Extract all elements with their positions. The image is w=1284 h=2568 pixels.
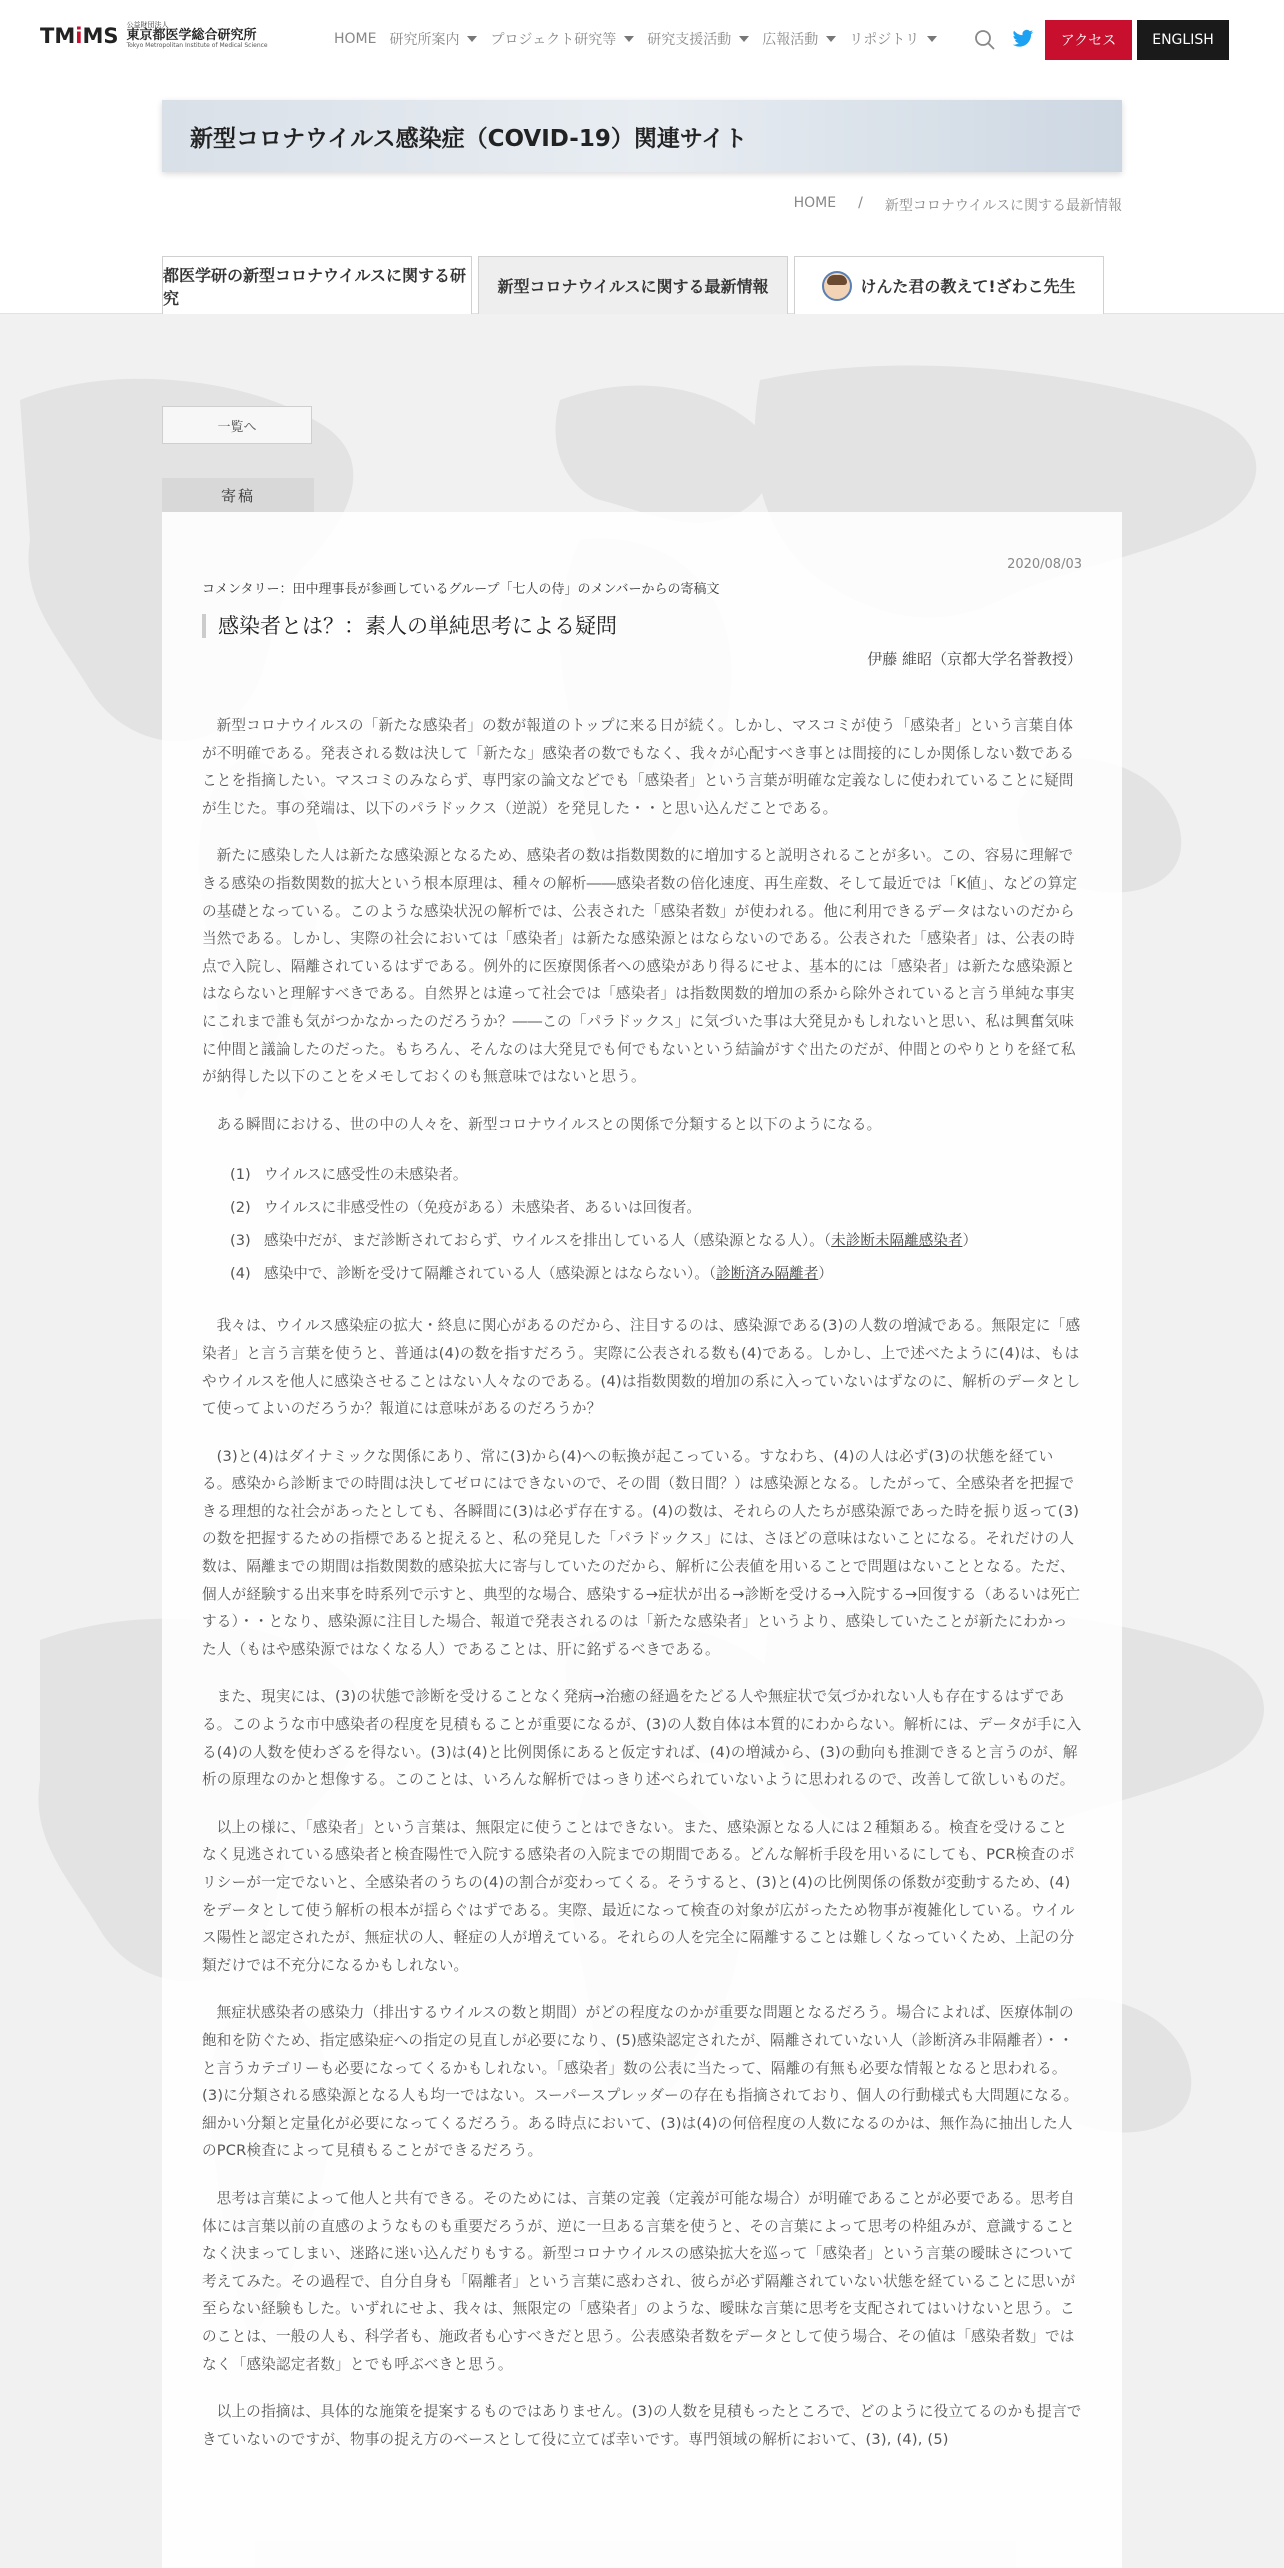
chevron-down-icon — [467, 36, 477, 42]
list-item — [230, 1191, 1082, 1224]
nav-about-label: 研究所案内 — [389, 32, 460, 48]
paragraph: 以上の指摘は、具体的な施策を提案するものではありません。(3)の人数を見積もったところで、どのように役立てるのかも提言できていないのですが、物事の捉え方のベースとして役に立てば幸いです。専門領域の解析において、(3), (4), (5) — [202, 2403, 1082, 2448]
paragraph: 我々は、ウイルス感染症の拡大・終息に関心があるのだから、注目するのは、感染源である(3)の人数の増減である。無限定に「感染者」と言う言葉を使うと、普通は(4)の数を指すだろう。実際に公表される数も(4)である。しかし、上で述べたように(4)は、もはやウイルスを他人に感染させることはない人々なのである。(4)は指数関数的増加の系に入っていないはずなのに、解析のデータとして使ってよいのだろうか？報道には意味があるのだろうか？ — [202, 1317, 1081, 1418]
site-banner — [162, 100, 1122, 172]
list-text-main: 感染中だが、まだ診断されておらず、ウイルスを排出している人（感染源となる人）。 — [264, 1232, 824, 1250]
nav-projects-label: プロジェクト研究等 — [490, 32, 617, 48]
breadcrumb — [794, 195, 1122, 215]
article-date: 2020/08/03 — [1007, 557, 1082, 572]
article-body — [202, 712, 1082, 2473]
nav-repository[interactable] — [849, 29, 937, 49]
paragraph: 思考は言葉によって他人と共有できる。そのためには、言葉の定義（定義が可能な場合）が明確であることが必要である。思考自体には言葉以前の直感のようなものも重要だろうが、逆に一旦ある言葉を使うと、その言葉によって思考の枠組みが、意識することなく決まってしまい、迷路に迷い込んだりもする。新型コロナウイルスの感染拡大を巡って「感染者」という言葉の曖昧さについて考えてみた。その過程で、自分自身も「隔離者」という言葉に惑わされ、彼らが必ず隔離されていない状態を経ていることに思いが至らない経験もした。いずれにせよ、我々は、無限定の「感染者」のような、曖昧な言葉に思考を支配されてはいけないと思う。このことは、一般の人も、科学者も、施政者も心すべきだと思う。公表感染者数をデータとして使う場合、その値は「感染者数」ではなく「感染認定者数」とでも呼ぶべきと思う。 — [202, 2189, 1076, 2373]
twitter-icon[interactable] — [1012, 29, 1034, 49]
tab-kenta[interactable] — [794, 256, 1104, 314]
list-term: 未診断未隔離感染者 — [831, 1232, 963, 1250]
breadcrumb-separator: / — [858, 195, 863, 211]
tab-research-label: 都医学研の新型コロナウイルスに関する研究 — [163, 265, 467, 308]
chevron-down-icon — [624, 36, 634, 42]
access-button[interactable]: アクセス — [1045, 20, 1132, 60]
list-number: (4) — [230, 1265, 251, 1283]
list-text-main: 感染中で、診断を受けて隔離されている人（感染源とはならない）。 — [264, 1265, 709, 1283]
nav-about[interactable] — [389, 29, 477, 49]
list-text: 感染中だが、まだ診断されておらず、ウイルスを排出している人（感染源となる人）。（未診断未隔離感染者） — [264, 1232, 978, 1250]
logo-line1: 公益財団法人 — [126, 21, 169, 29]
paragraph: 新たに感染した人は新たな感染源となるため、感染者の数は指数関数的に増加すると説明されることが多い。この、容易に理解できる感染の指数関数的拡大という根本原理は、種々の解析――感染者数の倍化速度、再生産数、そして最近では「K値」、などの算定の基礎となっている。このような感染状況の解析では、公表された「感染者数」が使われる。他に利用できるデータはないのだから当然である。しかし、実際の社会においては「感染者」は新たな感染源とはならないのである。公表された「感染者」は、公表の時点で入院し、隔離されているはずである。例外的に医療関係者への感染があり得るにせよ、基本的には「感染者」は新たな感染源とはならないと理解すべきである。自然界とは違って社会では「感染者」は指数関数的増加の系から除外されていると言う単純な事実にこれまで誰も気がつかなかったのだろうか？――この「パラドックス」に気づいた事は大発見かもしれないと思い、私は興奮気味に仲間と議論したのだった。もちろん、そんなのは大発見でも何でもないという結論がすぐ出たのだが、仲間とのやりとりを経て私が納得した以下のことをメモしておくのも無意味ではないと思う。 — [202, 847, 1078, 1086]
tab-latest-info[interactable] — [478, 256, 788, 314]
list-item — [230, 1257, 1082, 1290]
list-text: ウイルスに感受性の未感染者。 — [264, 1166, 468, 1184]
kid-avatar-icon — [822, 271, 852, 301]
list-term: 診断済み隔離者 — [716, 1265, 819, 1283]
logo-line2: 東京都医学総合研究所 — [126, 28, 257, 44]
list-text: 感染中で、診断を受けて隔離されている人（感染源とはならない）。（診断済み隔離者） — [264, 1265, 833, 1283]
paragraph: また、現実には、(3)の状態で診断を受けることなく発病→治癒の経過をたどる人や無症状で気づかれない人も存在するはずである。このような市中感染者の程度を見積もることが重要になるが、(3)の人数自体は本質的にわからない。解析には、データが手に入る(4)の人数を使わざるを得ない。(3)は(4)と比例関係にあると仮定すれば、(4)の増減から、(3)の動向も推測できると言うのが、解析の原理なのかと想像する。このことは、いろんな解析ではっきり述べられていないように思われるので、改善して欲しいものだ。 — [202, 1688, 1082, 1789]
paragraph: 以上の様に、「感染者」という言葉は、無限定に使うことはできない。また、感染源となる人には２種類ある。検査を受けることなく見逃されている感染者と検査陽性で入院する感染者の入院までの期間である。どんな解析手段を用いるにしても、PCR検査のポリシーが一定でないと、全感染者のうちの(4)の割合が変わってくる。そうすると、(3)と(4)の比例関係の係数が変動するため、(4)をデータとして使う解析の根本が揺らぐはずである。実際、最近になって検査の対象が広がったため物事が複雑化している。ウイルス陽性と認定されたが、無症状の人、軽症の人が増えている。それらの人を完全に隔離することは難しくなっていくため、上記の分類だけでは不充分になるかもしれない。 — [202, 1818, 1075, 1974]
classification-list — [230, 1158, 1082, 1290]
nav-home[interactable] — [334, 29, 376, 49]
category-label: 寄稿 — [162, 478, 314, 512]
chevron-down-icon — [739, 36, 749, 42]
chevron-down-icon — [927, 36, 937, 42]
article-title: 感染者とは？：素人の単純思考による疑問 — [202, 614, 617, 638]
nav-support-label: 研究支援活動 — [647, 32, 732, 48]
back-to-list-button[interactable]: 一覧へ — [162, 406, 312, 444]
list-item — [230, 1158, 1082, 1191]
paragraph: 無症状感染者の感染力（排出するウイルスの数と期間）がどの程度なのかが重要な問題となるだろう。場合によれば、医療体制の飽和を防ぐため、指定感染症への指定の見直しが必要になり、(5)感染認定されたが、隔離されていない人（診断済み非隔離者）・・と言うカテゴリーも必要になってくるかもしれない。「感染者」数の公表に当たって、隔離の有無も必要な情報となると思われる。(3)に分類される感染源となる人も均一ではない。スーパースプレッダーの存在も指摘されており、個人の行動様式も大問題になる。細かい分類と定量化が必要になってくるだろう。ある時点において、(3)は(4)の何倍程度の人数になるのかは、無作為に抽出した人のPCR検査によって見積もることができるだろう。 — [202, 2004, 1079, 2160]
paragraph: ある瞬間における、世の中の人々を、新型コロナウイルスとの関係で分類すると以下のようになる。 — [216, 1115, 882, 1133]
article-card — [162, 512, 1122, 2568]
logo-mark: TMiMS — [40, 23, 119, 48]
search-icon[interactable] — [974, 29, 996, 51]
banner-title: 新型コロナウイルス感染症（COVID-19）関連サイト — [190, 125, 748, 152]
breadcrumb-current: 新型コロナウイルスに関する最新情報 — [884, 198, 1122, 214]
chevron-down-icon — [826, 36, 836, 42]
logo-text — [126, 22, 267, 49]
logo-line3: Tokyo Metropolitan Institute of Medical Science — [126, 41, 268, 49]
english-button[interactable]: ENGLISH — [1137, 20, 1229, 60]
list-number: (1) — [230, 1166, 251, 1184]
top-navigation — [0, 0, 1284, 80]
paragraph: 新型コロナウイルスの「新たな感染者」の数が報道のトップに来る日が続く。しかし、マスコミが使う「感染者」という言葉自体が不明確である。発表される数は決して「新たな」感染者の数でもなく、我々が心配すべき事とは間接的にしか関係しない数であることを指摘したい。マスコミのみならず、専門家の論文などでも「感染者」という言葉が明確な定義なしに使われていることに疑問が生じた。事の発端は、以下のパラドックス（逆説）を発見した・・と思い込んだことである。 — [202, 717, 1075, 817]
nav-repository-label: リポジトリ — [849, 32, 920, 48]
paragraph: (3)と(4)はダイナミックな関係にあり、常に(3)から(4)への転換が起こっている。すなわち、(4)の人は必ず(3)の状態を経ている。感染から診断までの時間は決してゼロにはできないので、その間（数日間？）は感染源となる。したがって、全感染者を把握できる理想的な社会があったとしても、各瞬間に(3)は必ず存在する。(4)の数は、それらの人たちが感染源であった時を振り返って(3)の数を把握するための指標であると捉えると、私の発見した「パラドックス」には、さほどの意味はないことになる。それだけの人数は、隔離までの期間は指数関数的感染拡大に寄与していたのだから、解析に公表値を用いることで問題はないこととなる。ただ、個人が経験する出来事を時系列で示すと、典型的な場合、感染する→症状が出る→診断を受ける→入院する→回復する（あるいは死亡する）・・となり、感染源に注目した場合、報道で発表されるのは「新たな感染者」というより、感染していたことが新たにわかった人（もはや感染源ではなくなる人）であることは、肝に銘ずるべきである。 — [202, 1447, 1081, 1658]
list-number: (2) — [230, 1199, 251, 1217]
main-menu — [334, 29, 950, 49]
nav-pr-label: 広報活動 — [762, 32, 819, 48]
tab-latest-info-label: 新型コロナウイルスに関する最新情報 — [497, 277, 769, 296]
article-commentary: コメンタリー：田中理事長が参画しているグループ「七人の侍」のメンバーからの寄稿文 — [202, 582, 720, 597]
list-number: (3) — [230, 1232, 251, 1250]
tab-kenta-label: けんた君の教えて!ざわこ先生 — [860, 277, 1076, 296]
nav-support[interactable] — [647, 29, 749, 49]
site-logo[interactable] — [40, 22, 268, 49]
list-text: ウイルスに非感受性の（免疫がある）未感染者、あるいは回復者。 — [264, 1199, 701, 1217]
article-author: 伊藤 維昭（京都大学名誉教授） — [867, 650, 1082, 668]
breadcrumb-home[interactable]: HOME — [793, 195, 837, 211]
section-tabs — [162, 256, 1110, 314]
nav-projects[interactable] — [490, 29, 634, 49]
nav-pr[interactable] — [762, 29, 836, 49]
tab-research[interactable] — [162, 256, 472, 314]
nav-home-label: HOME — [334, 31, 377, 47]
list-item — [230, 1224, 1082, 1257]
